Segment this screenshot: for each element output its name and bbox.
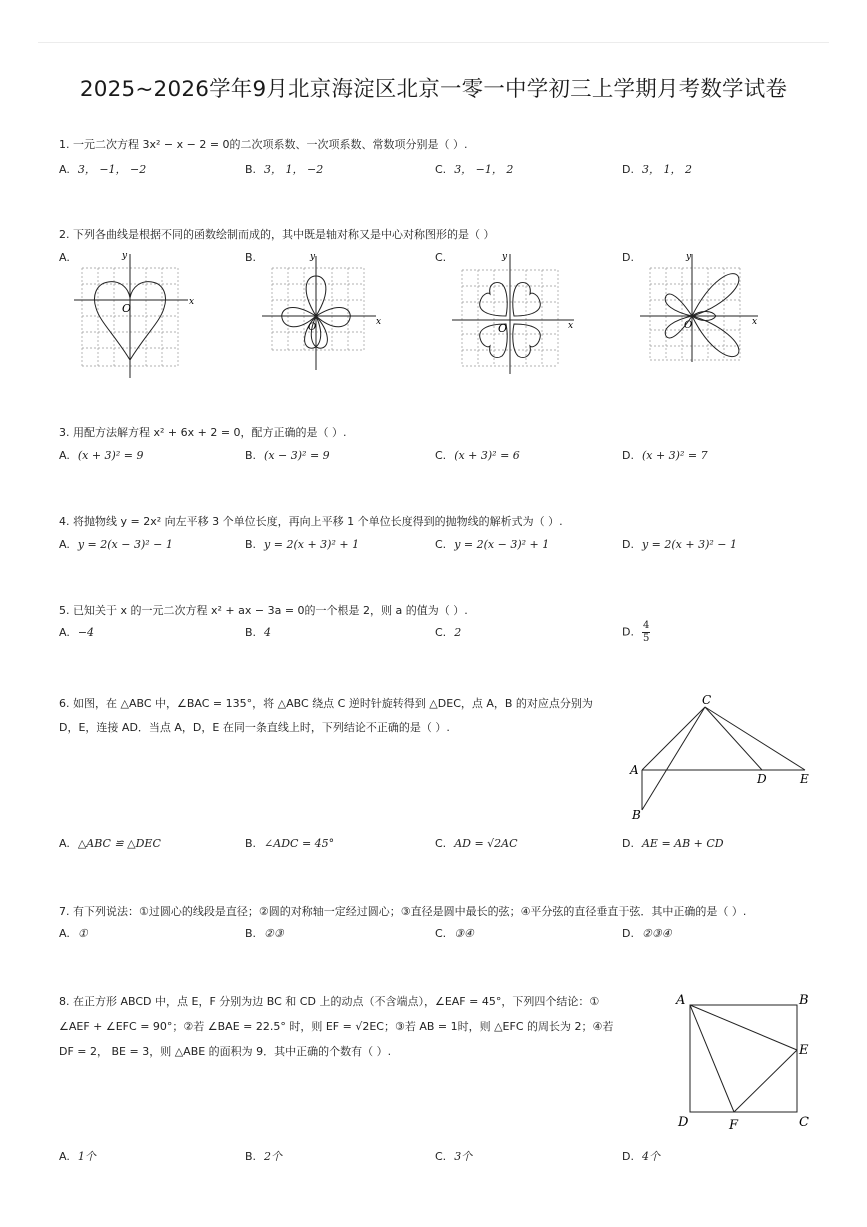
svg-text:y: y <box>310 252 316 262</box>
option-a[interactable]: A. 3， −1， −2 <box>59 163 147 176</box>
option-a-label[interactable]: A. <box>59 251 70 264</box>
option-b[interactable]: B. 3， 1， −2 <box>245 163 324 176</box>
svg-text:D: D <box>757 772 767 786</box>
option-c[interactable]: C. 3， −1， 2 <box>435 163 514 176</box>
option-b-label[interactable]: B. <box>245 251 257 264</box>
option-d[interactable]: D. ②③④ <box>622 927 672 940</box>
option-a[interactable]: A. ① <box>59 927 88 940</box>
svg-text:y: y <box>122 251 128 261</box>
option-d[interactable]: D. (x + 3)² = 7 <box>622 449 708 462</box>
option-b[interactable]: B. 4 <box>245 626 272 639</box>
question-3-options <box>59 449 819 469</box>
svg-text:E: E <box>799 1043 809 1058</box>
svg-text:O: O <box>684 320 693 331</box>
question-8-options <box>59 1148 819 1168</box>
svg-text:x: x <box>189 297 195 307</box>
svg-text:C: C <box>799 1115 809 1130</box>
option-b[interactable]: B. (x − 3)² = 9 <box>245 449 330 462</box>
option-d[interactable]: D. 4个 <box>622 1150 660 1163</box>
page-title: 2025~2026学年9月北京海淀区北京一零一中学初三上学期月考数学试卷 <box>79 77 788 102</box>
option-a[interactable]: A. (x + 3)² = 9 <box>59 449 144 462</box>
svg-text:A: A <box>630 763 639 777</box>
question-5-options <box>59 620 819 646</box>
question-7-options <box>59 927 819 947</box>
option-d[interactable]: D. AE = AB + CD <box>622 837 724 850</box>
svg-text:y: y <box>686 252 692 262</box>
svg-text:E: E <box>800 772 809 786</box>
top-divider <box>38 42 829 43</box>
svg-text:C: C <box>702 693 712 707</box>
svg-text:A: A <box>676 993 686 1008</box>
option-b[interactable]: B. ②③ <box>245 927 284 940</box>
option-c[interactable]: C. ③④ <box>435 927 474 940</box>
svg-text:O: O <box>498 322 508 335</box>
question-6-options <box>59 837 819 857</box>
svg-text:F: F <box>729 1118 739 1133</box>
option-a[interactable]: A. −4 <box>59 626 95 639</box>
option-a[interactable]: A. 1个 <box>59 1150 96 1163</box>
svg-text:x: x <box>376 317 382 327</box>
option-c[interactable]: C. AD = √2AC <box>435 837 518 850</box>
svg-text:O: O <box>308 322 317 333</box>
svg-text:B: B <box>632 808 641 822</box>
option-b[interactable]: B. 2个 <box>245 1150 283 1163</box>
option-a[interactable]: A. △ABC ≌ △DEC <box>59 837 161 850</box>
question-4-options <box>59 538 819 558</box>
option-d-label[interactable]: D. <box>622 251 634 264</box>
option-d[interactable]: D. 3， 1， 2 <box>622 163 692 176</box>
question-1-stem: 1. 一元二次方程 3x² − x − 2 = 0的二次项系数、一次项系数、常数项分别是（ ）. <box>59 138 468 151</box>
option-d[interactable]: D. $\frac{4}{5}$ <box>622 620 650 644</box>
question-2-stem: 2. 下列各曲线是根据不同的函数绘制而成的，其中既是轴对称又是中心对称图形的是（ ） <box>59 228 495 241</box>
question-1-options <box>59 161 819 181</box>
option-b[interactable]: B. y = 2(x + 3)² + 1 <box>245 538 360 551</box>
fraction: $\frac{4}{5}$ <box>642 620 650 644</box>
question-6-stem: 6. 如图，在 △ABC 中，∠BAC = 135°，将 △ABC 绕点 C 逆时针旋转得到 △DEC，点 A，B 的对应点分别为 D，E，连接 AD．当点 A，D，E 在同一条直线上时，下列结论不正确的是（ ）. <box>59 697 593 734</box>
svg-text:B: B <box>799 993 809 1008</box>
svg-text:O: O <box>122 302 132 315</box>
graph-d-butterfly[interactable] <box>640 250 765 365</box>
graph-a-heart[interactable] <box>70 250 200 380</box>
question-4-stem: 4. 将抛物线 y = 2x² 向左平移 3 个单位长度，再向上平移 1 个单位长度得到的抛物线的解析式为（ ）. <box>59 515 563 528</box>
question-8-stem: 8. 在正方形 ABCD 中，点 E，F 分别为边 BC 和 CD 上的动点（不含端点），∠EAF = 45°，下列四个结论：① ∠AEF + ∠EFC = 90°；②若 ∠BAE = 22.5° 时，则 EF = √2EC；③若 AB = 1时，则 △EFC 的周长为 2；④若 DF = 2， BE = 3，则 △ABE 的面积为 9．其中正确的个数有（ ）. <box>59 995 614 1058</box>
svg-text:y: y <box>502 252 508 262</box>
question-5-stem: 5. 已知关于 x 的一元二次方程 x² + ax − 3a = 0的一个根是 2，则 a 的值为（ ）. <box>59 604 468 617</box>
option-d[interactable]: D. y = 2(x + 3)² − 1 <box>622 538 738 551</box>
option-c[interactable]: C. 2 <box>435 626 462 639</box>
option-c[interactable]: C. (x + 3)² = 6 <box>435 449 520 462</box>
question-3-stem: 3. 用配方法解方程 x² + 6x + 2 = 0，配方正确的是（ ）. <box>59 426 347 439</box>
question-7-stem: 7. 有下列说法：①过圆心的线段是直径；②圆的对称轴一定经过圆心；③直径是圆中最长的弦；④平分弦的直径垂直于弦．其中正确的是（ ）. <box>59 905 747 918</box>
svg-text:x: x <box>752 317 758 327</box>
option-a[interactable]: A. y = 2(x − 3)² − 1 <box>59 538 173 551</box>
option-c-label[interactable]: C. <box>435 251 447 264</box>
graph-c-four-hearts[interactable] <box>450 250 580 375</box>
option-c[interactable]: C. y = 2(x − 3)² + 1 <box>435 538 550 551</box>
svg-text:D: D <box>678 1115 689 1130</box>
svg-text:x: x <box>568 321 574 331</box>
option-c[interactable]: C. 3个 <box>435 1150 473 1163</box>
graph-b-flower[interactable] <box>260 250 390 380</box>
figure-q6-triangles <box>622 690 812 825</box>
option-b[interactable]: B. ∠ADC = 45° <box>245 837 335 850</box>
figure-q8-square <box>670 988 820 1133</box>
